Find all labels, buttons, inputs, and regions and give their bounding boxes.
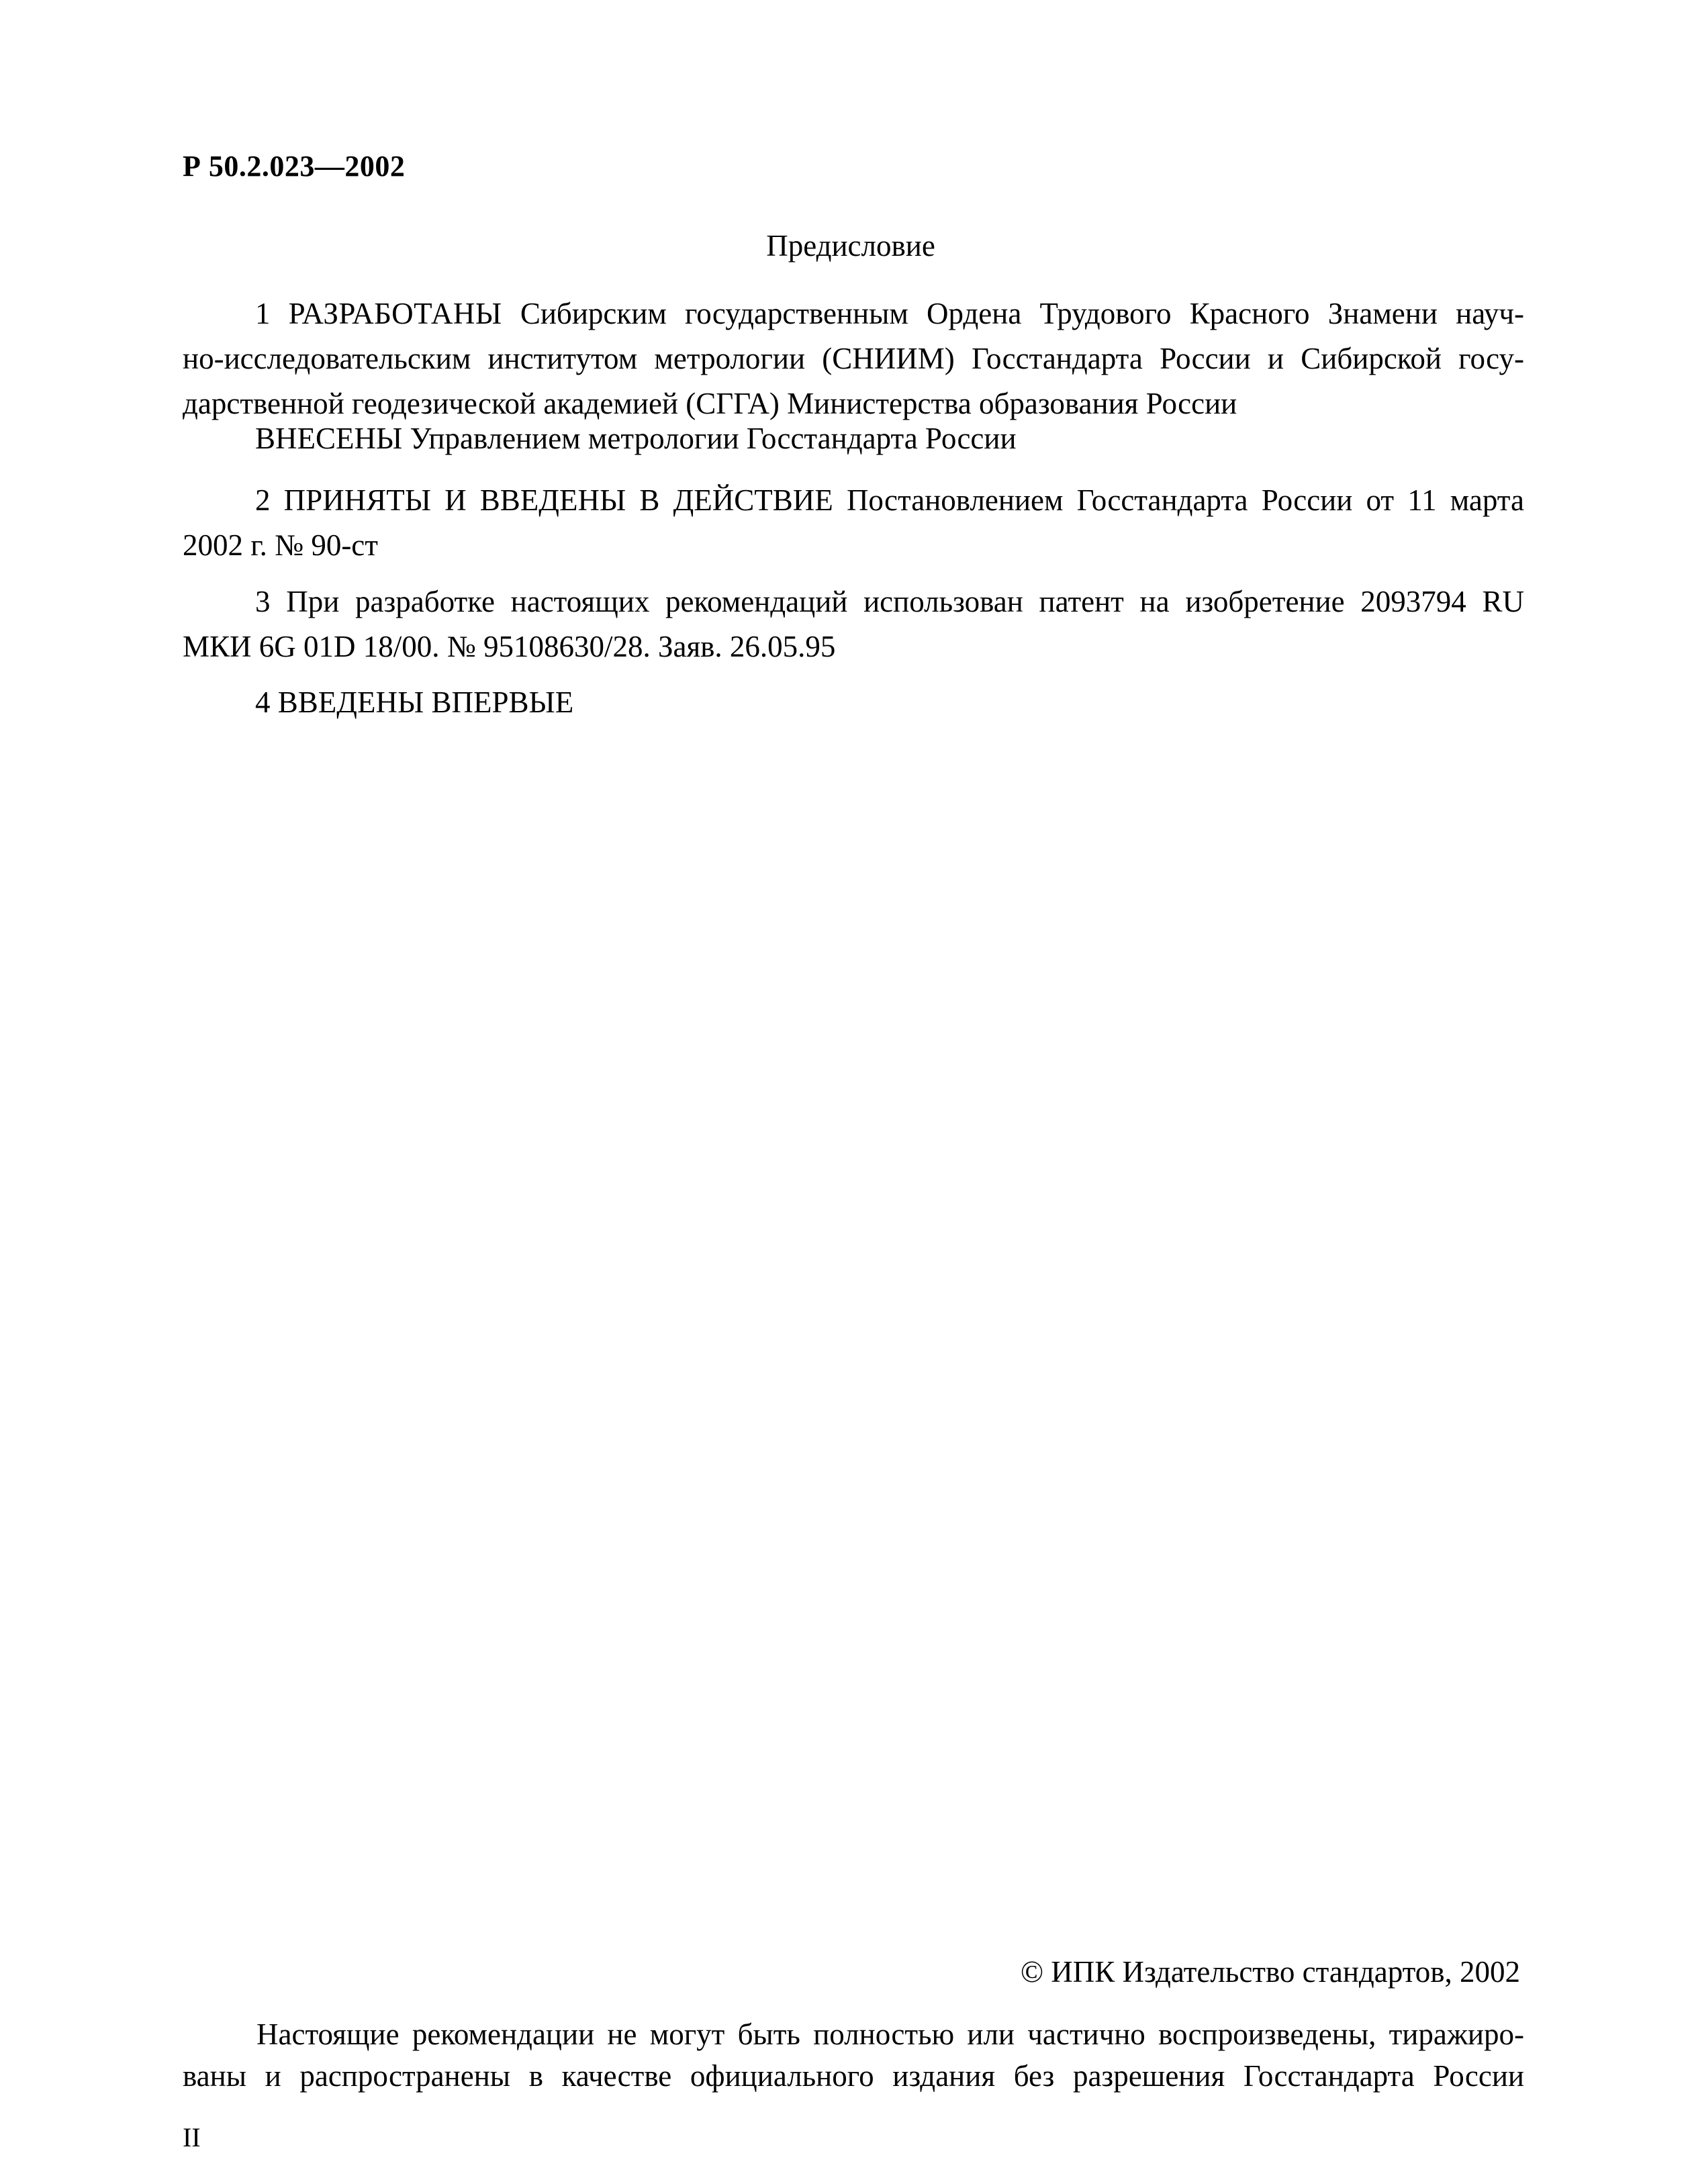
item-3-patent bbox=[183, 579, 1524, 669]
item-2-line-2: 2002 г. № 90-ст bbox=[183, 528, 378, 562]
item-1-line-2: но-исследовательским институтом метрологии (СНИИМ) Госстандарта России и Сибирской госу- bbox=[183, 342, 1524, 375]
item-4-line bbox=[183, 680, 1524, 725]
item-1-developed bbox=[183, 291, 1524, 426]
item-3-line-1 bbox=[183, 579, 1524, 624]
item-4-first-introduced bbox=[183, 680, 1524, 725]
item-lead: ВНЕСЕНЫ bbox=[255, 422, 403, 455]
item-1-line-1 bbox=[183, 291, 1524, 336]
item-3-line-2: МКИ 6G 01D 18/00. № 95108630/28. Заяв. 26.05.95 bbox=[183, 630, 836, 663]
item-lead: РАЗРАБОТАНЫ bbox=[288, 297, 502, 330]
item-text: Постановлением Госстандарта России от 11 марта bbox=[846, 483, 1524, 517]
item-number: 4 bbox=[255, 685, 271, 719]
page-title bbox=[0, 228, 1688, 263]
item-2-line-1 bbox=[183, 478, 1524, 523]
reproduction-notice bbox=[183, 2013, 1524, 2097]
notice-line-2: ваны и распространены в качестве официального издания без разрешения Госстандарта России bbox=[183, 2059, 1524, 2093]
item-number: 1 bbox=[255, 297, 271, 330]
notice-line-1: Настоящие рекомендации не могут быть полностью или частично воспроизведены, тиражиро- bbox=[256, 2017, 1524, 2051]
item-number: 2 bbox=[255, 483, 271, 517]
item-lead: ВВЕДЕНЫ ВПЕРВЫЕ bbox=[277, 685, 574, 719]
item-1-line-3: дарственной геодезической академией (СГГА) Министерства образования России bbox=[183, 387, 1237, 420]
page-title-text: Предисловие bbox=[766, 229, 935, 263]
item-text: Сибирским государственным Ордена Трудового Красного Знамени науч- bbox=[520, 297, 1524, 330]
item-introduced-line bbox=[183, 416, 1524, 461]
item-lead: ПРИНЯТЫ И ВВЕДЕНЫ В ДЕЙСТВИЕ bbox=[283, 483, 833, 517]
page-number: II bbox=[183, 2122, 201, 2152]
copyright-notice: © ИПК Издательство стандартов, 2002 bbox=[1020, 1955, 1520, 1989]
item-text: Управлением метрологии Госстандарта России bbox=[410, 422, 1017, 455]
item-2-adopted bbox=[183, 478, 1524, 568]
item-introduced bbox=[183, 416, 1524, 461]
item-number: 3 bbox=[255, 585, 271, 618]
item-text: При разработке настоящих рекомендаций использован патент на изобретение 2093794 RU bbox=[286, 585, 1525, 618]
document-code: Р 50.2.023—2002 bbox=[183, 150, 406, 183]
